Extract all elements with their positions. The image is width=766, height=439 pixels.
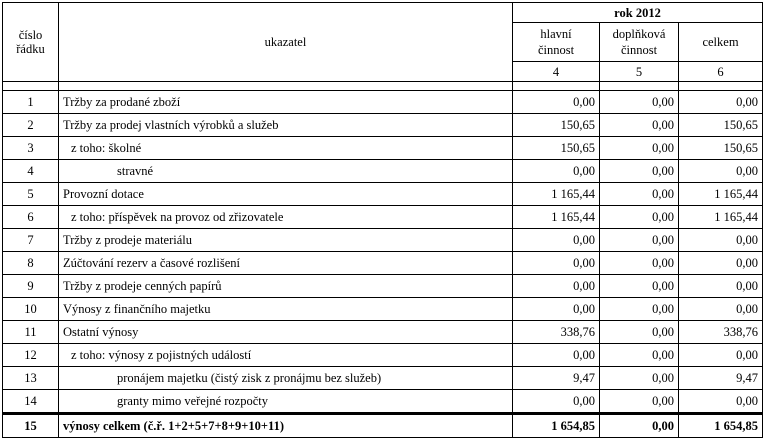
header-row-number: číslo řádku (3, 3, 59, 82)
table-row (3, 321, 763, 344)
row-total-value: 1 165,44 (679, 206, 763, 229)
row-total-value: 150,65 (679, 137, 763, 160)
row-supplementary-value: 0,00 (600, 298, 679, 321)
revenue-table (2, 2, 763, 438)
row-total-value: 0,00 (679, 390, 763, 414)
row-number: 7 (3, 229, 59, 252)
row-number: 4 (3, 160, 59, 183)
row-supplementary-value: 0,00 (600, 160, 679, 183)
row-supplementary-value: 0,00 (600, 344, 679, 367)
row-number: 2 (3, 114, 59, 137)
table-row (3, 252, 763, 275)
table-row (3, 137, 763, 160)
table-row (3, 114, 763, 137)
row-number: 9 (3, 275, 59, 298)
table-row (3, 275, 763, 298)
header-col-total: celkem (679, 23, 763, 62)
header-year: rok 2012 (513, 3, 763, 23)
table-row (3, 183, 763, 206)
row-total-value: 0,00 (679, 91, 763, 114)
row-label: Provozní dotace (59, 183, 513, 206)
row-label: Tržby z prodeje cenných papírů (59, 275, 513, 298)
total-row-supplementary-value: 0,00 (600, 414, 679, 438)
row-number: 3 (3, 137, 59, 160)
row-supplementary-value: 0,00 (600, 367, 679, 390)
total-row-main-value: 1 654,85 (513, 414, 600, 438)
total-row-number: 15 (3, 414, 59, 438)
header-spacer (3, 82, 763, 91)
row-total-value: 0,00 (679, 160, 763, 183)
row-number: 1 (3, 91, 59, 114)
row-supplementary-value: 0,00 (600, 275, 679, 298)
row-number: 6 (3, 206, 59, 229)
total-row-label: výnosy celkem (č.ř. 1+2+5+7+8+9+10+11) (59, 414, 513, 438)
row-label: stravné (59, 160, 513, 183)
row-number: 5 (3, 183, 59, 206)
table-row (3, 367, 763, 390)
header-index-total: 6 (679, 62, 763, 82)
row-supplementary-value: 0,00 (600, 206, 679, 229)
row-main-value: 0,00 (513, 229, 600, 252)
row-label: pronájem majetku (čistý zisk z pronájmu bez služeb) (59, 367, 513, 390)
row-total-value: 0,00 (679, 229, 763, 252)
table-row (3, 229, 763, 252)
row-main-value: 1 165,44 (513, 206, 600, 229)
table-body (3, 91, 763, 438)
row-label: Tržby za prodej vlastních výrobků a služeb (59, 114, 513, 137)
row-main-value: 0,00 (513, 160, 600, 183)
row-total-value: 1 165,44 (679, 183, 763, 206)
row-supplementary-value: 0,00 (600, 390, 679, 414)
row-main-value: 150,65 (513, 114, 600, 137)
row-supplementary-value: 0,00 (600, 229, 679, 252)
table-row (3, 298, 763, 321)
row-total-value: 0,00 (679, 275, 763, 298)
row-label: Tržby za prodané zboží (59, 91, 513, 114)
row-supplementary-value: 0,00 (600, 183, 679, 206)
row-supplementary-value: 0,00 (600, 137, 679, 160)
table-row (3, 390, 763, 414)
row-label: Ostatní výnosy (59, 321, 513, 344)
row-supplementary-value: 0,00 (600, 252, 679, 275)
row-main-value: 338,76 (513, 321, 600, 344)
row-supplementary-value: 0,00 (600, 91, 679, 114)
header-index-supplementary: 5 (600, 62, 679, 82)
table-row (3, 206, 763, 229)
row-number: 8 (3, 252, 59, 275)
row-total-value: 0,00 (679, 298, 763, 321)
header-col-main: hlavní činnost (513, 23, 600, 62)
row-main-value: 150,65 (513, 137, 600, 160)
row-main-value: 0,00 (513, 91, 600, 114)
row-label: granty mimo veřejné rozpočty (59, 390, 513, 414)
row-main-value: 0,00 (513, 390, 600, 414)
row-label: Tržby z prodeje materiálu (59, 229, 513, 252)
table-row (3, 160, 763, 183)
row-total-value: 150,65 (679, 114, 763, 137)
row-label: z toho: školné (59, 137, 513, 160)
row-label: z toho: příspěvek na provoz od zřizovatele (59, 206, 513, 229)
row-main-value: 9,47 (513, 367, 600, 390)
row-total-value: 0,00 (679, 252, 763, 275)
row-main-value: 0,00 (513, 275, 600, 298)
total-row (3, 414, 763, 438)
row-main-value: 0,00 (513, 298, 600, 321)
row-number: 12 (3, 344, 59, 367)
table-row (3, 344, 763, 367)
row-number: 10 (3, 298, 59, 321)
row-number: 14 (3, 390, 59, 414)
table-header (3, 3, 763, 91)
row-label: Zúčtování rezerv a časové rozlišení (59, 252, 513, 275)
row-main-value: 0,00 (513, 252, 600, 275)
table-row (3, 91, 763, 114)
header-index-main: 4 (513, 62, 600, 82)
row-label: Výnosy z finančního majetku (59, 298, 513, 321)
row-total-value: 9,47 (679, 367, 763, 390)
row-total-value: 338,76 (679, 321, 763, 344)
header-indicator: ukazatel (59, 3, 513, 82)
row-label: z toho: výnosy z pojistných událostí (59, 344, 513, 367)
row-number: 11 (3, 321, 59, 344)
row-number: 13 (3, 367, 59, 390)
total-row-total-value: 1 654,85 (679, 414, 763, 438)
row-total-value: 0,00 (679, 344, 763, 367)
row-main-value: 1 165,44 (513, 183, 600, 206)
row-main-value: 0,00 (513, 344, 600, 367)
row-supplementary-value: 0,00 (600, 321, 679, 344)
header-col-supplementary: doplňková činnost (600, 23, 679, 62)
row-supplementary-value: 0,00 (600, 114, 679, 137)
